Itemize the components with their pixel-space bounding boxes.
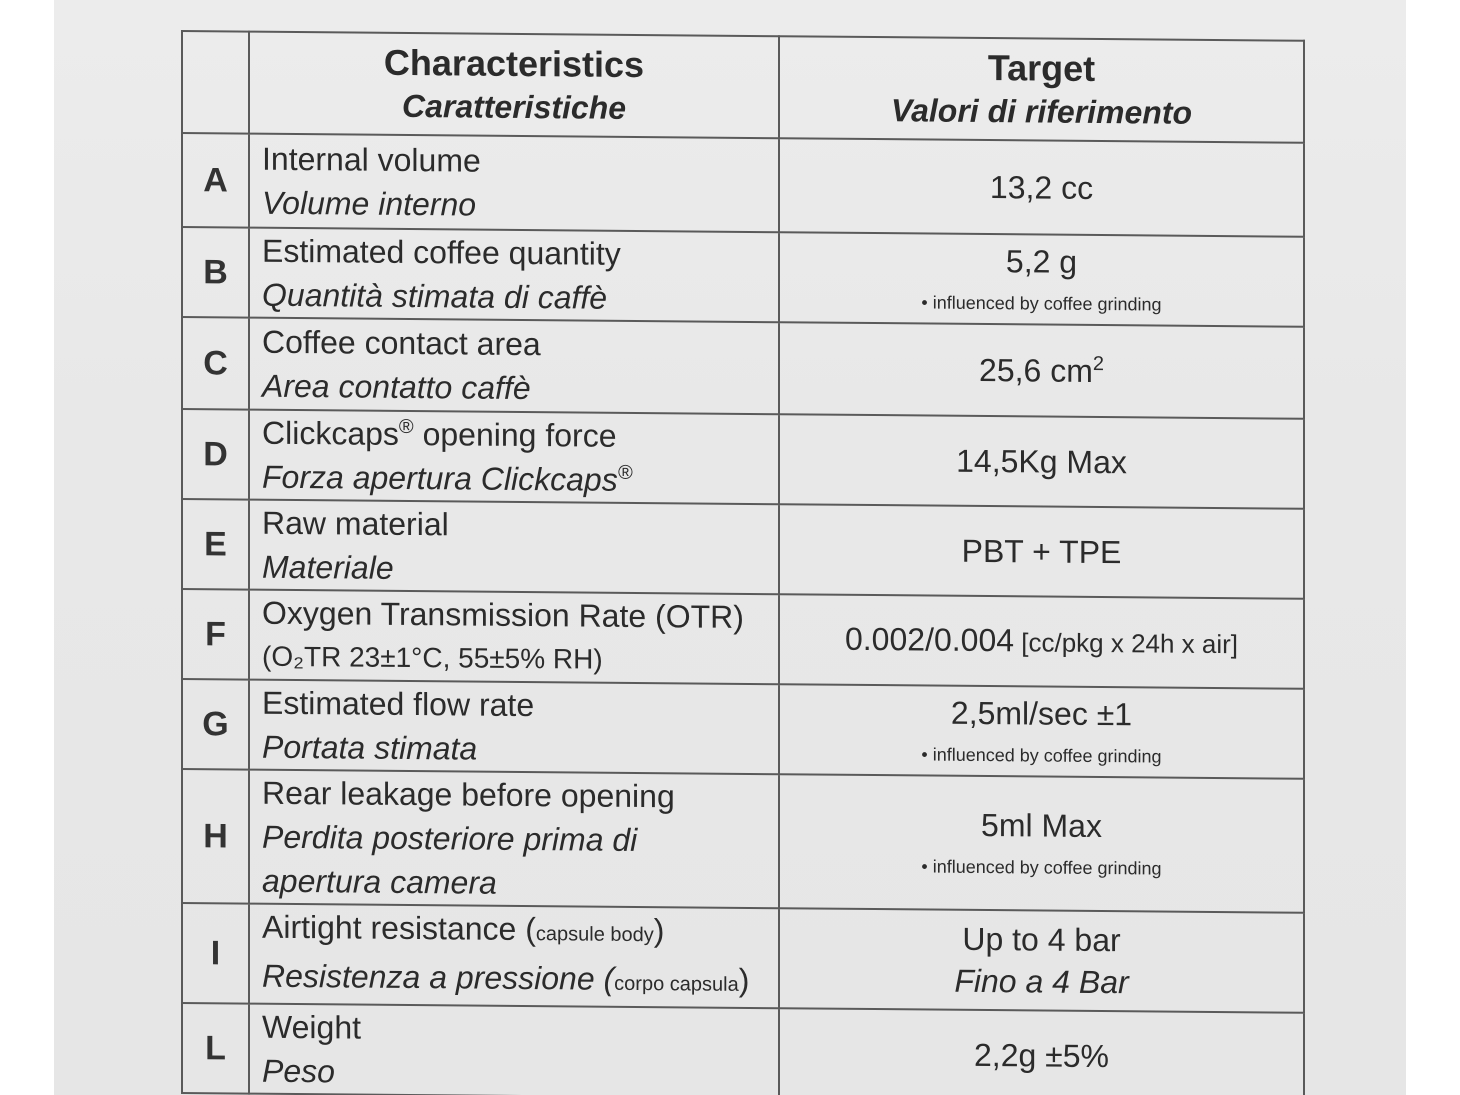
characteristic-en: Oxygen Transmission Rate (OTR) [262,594,744,635]
characteristic-en: Clickcaps [262,414,399,452]
characteristic-en: Coffee contact area [262,323,541,363]
characteristic-en: Estimated flow rate [262,684,535,724]
characteristic-it: Resistenza a pressione ( [262,957,615,997]
target-cell [779,504,1304,599]
row-letter: L [182,1003,249,1094]
table-row [182,679,1304,779]
target-cell [779,908,1304,1013]
characteristic-en: Airtight resistance ( [262,908,536,948]
target-value-wrap [780,347,1303,394]
characteristic-it-wrap [262,455,778,504]
characteristic-en-wrap [262,411,778,460]
row-letter: C [182,317,249,410]
characteristic-cell [249,318,779,415]
table-row [182,589,1304,689]
characteristic-it: Area contatto caffè [262,367,531,407]
target-value: PBT + TPE [961,532,1122,571]
header-characteristics-it: Caratteristiche [401,87,627,126]
target-value: 5ml Max [981,806,1102,845]
characteristic-it-wrap [262,954,778,1008]
target-value-it: Fino a 4 Bar [954,962,1129,1001]
header-target-en: Target [987,47,1096,89]
table-row [182,409,1304,509]
characteristic-en-close: ) [653,912,665,949]
target-value: 13,2 cc [989,169,1094,206]
target-unit: [cc/pkg x 24h x air] [1014,627,1239,660]
header-target-it: Valori di riferimento [890,92,1193,131]
row-letter: B [182,227,249,318]
characteristic-it: Materiale [262,548,394,586]
characteristic-en: Internal volume [262,140,481,179]
target-superscript: 2 [1092,352,1104,376]
target-cell [779,1008,1304,1095]
target-value: 0.002/0.004 [844,620,1015,659]
row-letter: E [182,499,249,590]
characteristic-en: Rear leakage before opening [262,774,675,815]
characteristic-cell [249,134,779,233]
characteristic-it-small: corpo capsula [614,972,739,996]
target-cell [779,138,1304,237]
target-cell [779,414,1304,509]
characteristic-it: Portata stimata [262,728,478,767]
target-note: • influenced by coffee grinding [921,856,1162,879]
target-value: Up to 4 bar [962,920,1121,959]
table-row [182,769,1304,913]
registered-mark: ® [617,461,633,484]
characteristic-sub: (O₂TR 23±1°C, 55±5% RH) [262,640,603,675]
characteristic-en: Raw material [262,504,449,543]
spec-table [181,30,1305,1095]
target-cell [779,594,1304,689]
characteristic-cell [249,680,779,775]
characteristic-en: Estimated coffee quantity [262,232,621,272]
target-value: 5,2 g [1005,243,1078,280]
characteristic-cell [249,1004,779,1095]
characteristic-cell [249,904,779,1009]
characteristic-cell [249,590,779,685]
characteristic-cell [249,410,779,505]
registered-mark: ® [398,415,414,439]
characteristic-it: Forza apertura Clickcaps [262,458,618,498]
characteristic-it: Perdita posteriore prima di [262,818,638,858]
target-cell [779,232,1304,327]
target-cell [779,322,1304,419]
characteristic-it-close: ) [738,961,750,998]
header-characteristics [249,32,779,139]
table-header-row [182,31,1304,143]
characteristic-it: Volume interno [262,184,477,223]
target-note: • influenced by coffee grinding [921,292,1162,315]
target-value: 2,2g ±5% [974,1036,1109,1075]
characteristic-it: Peso [262,1052,335,1090]
target-cell [779,684,1304,779]
table-row [182,227,1304,327]
characteristic-en-rest: opening force [413,416,617,454]
target-value: 25,6 cm [979,351,1093,389]
table-row [182,133,1304,237]
header-characteristics-en: Characteristics [383,41,645,86]
header-target [779,36,1304,143]
row-letter: A [182,133,249,228]
target-note: • influenced by coffee grinding [921,744,1162,767]
table-row [182,903,1304,1013]
row-letter: D [182,409,249,500]
table-row [182,317,1304,419]
target-value: 2,5ml/sec ±1 [950,694,1133,733]
table-row [182,1003,1304,1095]
characteristic-en-small: capsule body [535,923,654,947]
row-letter: H [182,769,249,904]
characteristic-it: Quantità stimata di caffè [262,276,608,316]
characteristic-cell [249,770,779,909]
row-letter: G [182,679,249,770]
characteristic-cell [249,500,779,595]
target-value-wrap [780,617,1303,666]
table-row [182,499,1304,599]
row-letter: I [182,903,249,1004]
characteristic-cell [249,228,779,323]
characteristic-it-line2: apertura camera [262,862,497,901]
target-cell [779,774,1304,913]
target-value: 14,5Kg Max [956,442,1127,481]
row-letter: F [182,589,249,680]
header-letter-cell [182,31,249,134]
characteristic-en: Weight [262,1008,362,1046]
characteristic-en-wrap [262,905,778,959]
